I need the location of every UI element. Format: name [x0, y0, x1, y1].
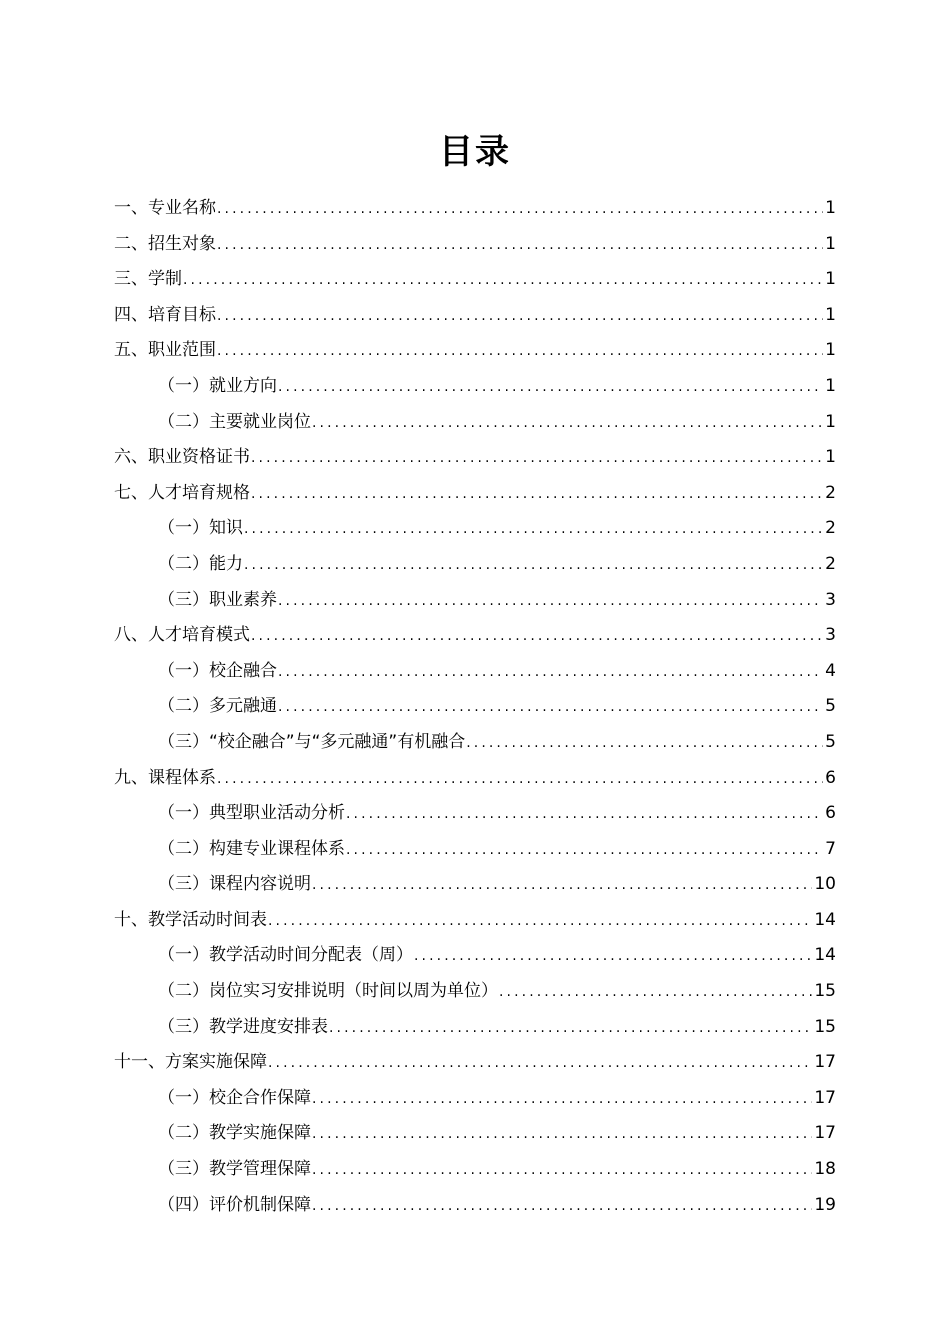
- dot-leader: [244, 512, 823, 548]
- toc-entry-label: 十一、方案实施保障: [114, 1052, 267, 1073]
- toc-entry[interactable]: [114, 938, 836, 974]
- toc-entry-label: 一、专业名称: [114, 198, 216, 218]
- toc-entry-page-number: 17: [814, 1052, 836, 1073]
- dot-leader: [268, 1046, 812, 1082]
- toc-entry-page-number: 17: [814, 1123, 836, 1144]
- toc-entry[interactable]: [114, 476, 836, 512]
- toc-entry[interactable]: [114, 654, 836, 690]
- toc-entry[interactable]: [114, 796, 836, 832]
- toc-entry-label: （一）就业方向: [158, 375, 277, 396]
- toc-entry-label: （三）教学管理保障: [158, 1159, 311, 1180]
- toc-entry[interactable]: [114, 974, 836, 1010]
- toc-entry[interactable]: [114, 262, 836, 298]
- toc-entry-page-number: 1: [825, 198, 836, 218]
- toc-entry-page-number: 2: [825, 482, 836, 503]
- toc-entry-page-number: 14: [814, 909, 836, 930]
- dot-leader: [466, 726, 823, 762]
- toc-entry-page-number: 1: [825, 269, 836, 290]
- dot-leader: [278, 370, 823, 406]
- toc-entry-label: 八、人才培育模式: [114, 625, 250, 646]
- toc-entry-page-number: 4: [825, 660, 836, 681]
- toc-entry-page-number: 6: [825, 803, 836, 824]
- toc-entry[interactable]: [114, 369, 836, 405]
- toc-entry[interactable]: [114, 405, 836, 441]
- toc-entry-page-number: 19: [814, 1194, 836, 1215]
- toc-entry-label: （二）能力: [158, 553, 243, 574]
- toc-entry-page-number: 1: [825, 233, 836, 254]
- toc-entry-page-number: 5: [825, 731, 836, 752]
- toc-title: 目录: [439, 132, 511, 172]
- toc-entry-label: （三）职业素养: [158, 589, 277, 610]
- toc-entry-page-number: 3: [825, 625, 836, 646]
- toc-entry-page-number: 18: [814, 1159, 836, 1180]
- toc-entry[interactable]: [114, 903, 836, 939]
- toc-entry-label: （二）岗位实习安排说明（时间以周为单位）: [158, 981, 498, 1002]
- dot-leader: [217, 192, 823, 228]
- dot-leader: [312, 868, 812, 904]
- toc-entry-label: （三）“校企融合”与“多元融通”有机融合: [158, 731, 466, 752]
- dot-leader: [312, 1082, 812, 1118]
- toc-entry-label: （一）知识: [158, 518, 243, 539]
- toc-entry-label: （三）课程内容说明: [158, 874, 311, 895]
- toc-entry-page-number: 14: [814, 945, 836, 966]
- toc-entry-label: 二、招生对象: [114, 233, 216, 254]
- dot-leader: [312, 1153, 812, 1189]
- toc-entry[interactable]: [114, 1081, 836, 1117]
- toc-entry-page-number: 1: [825, 304, 836, 325]
- toc-entry-label: （一）教学活动时间分配表（周）: [158, 945, 413, 966]
- dot-leader: [217, 299, 823, 335]
- dot-leader: [268, 904, 812, 940]
- toc-entry-page-number: 6: [825, 767, 836, 788]
- dot-leader: [329, 1011, 812, 1047]
- toc-entry-label: 三、学制: [114, 269, 182, 290]
- toc-entry[interactable]: [114, 191, 836, 227]
- toc-entry-page-number: 15: [814, 981, 836, 1002]
- toc-entry-label: （二）教学实施保障: [158, 1123, 311, 1144]
- toc-entry-label: 四、培育目标: [114, 304, 216, 325]
- dot-leader: [251, 441, 823, 477]
- toc-entry[interactable]: [114, 227, 836, 263]
- toc-entry[interactable]: [114, 1116, 836, 1152]
- dot-leader: [251, 619, 823, 655]
- toc-entry[interactable]: [114, 1152, 836, 1188]
- toc-entry-label: （一）典型职业活动分析: [158, 803, 345, 824]
- toc-entry[interactable]: [114, 298, 836, 334]
- toc-entry-page-number: 15: [814, 1016, 836, 1037]
- toc-entry[interactable]: [114, 725, 836, 761]
- dot-leader: [278, 584, 823, 620]
- toc-entry-label: （一）校企合作保障: [158, 1087, 311, 1108]
- toc-entry[interactable]: [114, 867, 836, 903]
- toc-entry[interactable]: [114, 583, 836, 619]
- toc-entry[interactable]: [114, 547, 836, 583]
- dot-leader: [278, 655, 823, 691]
- toc-list: [114, 191, 836, 1223]
- toc-entry-page-number: 1: [825, 375, 836, 396]
- dot-leader: [251, 477, 823, 513]
- dot-leader: [312, 1117, 812, 1153]
- toc-entry[interactable]: [114, 511, 836, 547]
- dot-leader: [414, 939, 812, 975]
- toc-entry-label: 五、职业范围: [114, 340, 216, 361]
- dot-leader: [183, 263, 823, 299]
- dot-leader: [217, 762, 823, 798]
- toc-entry-page-number: 7: [825, 838, 836, 859]
- dot-leader: [346, 833, 823, 869]
- toc-entry-label: （一）校企融合: [158, 660, 277, 681]
- toc-entry[interactable]: [114, 1045, 836, 1081]
- toc-entry-label: 七、人才培育规格: [114, 482, 250, 503]
- dot-leader: [278, 690, 823, 726]
- toc-entry-label: 六、职业资格证书: [114, 447, 250, 468]
- toc-entry-label: 十、教学活动时间表: [114, 909, 267, 930]
- toc-entry-page-number: 2: [825, 518, 836, 539]
- toc-entry-label: （二）构建专业课程体系: [158, 838, 345, 859]
- toc-entry[interactable]: [114, 1010, 836, 1046]
- toc-entry-page-number: 5: [825, 696, 836, 717]
- toc-entry-label: （三）教学进度安排表: [158, 1016, 328, 1037]
- toc-entry-label: （二）多元融通: [158, 696, 277, 717]
- dot-leader: [499, 975, 812, 1011]
- toc-entry-page-number: 3: [825, 589, 836, 610]
- dot-leader: [346, 797, 823, 833]
- toc-entry-label: （四）评价机制保障: [158, 1194, 311, 1215]
- toc-entry-page-number: 17: [814, 1087, 836, 1108]
- dot-leader: [312, 1189, 812, 1225]
- toc-entry-page-number: 1: [825, 447, 836, 468]
- dot-leader: [217, 228, 823, 264]
- toc-entry-page-number: 1: [825, 411, 836, 432]
- toc-entry[interactable]: [114, 618, 836, 654]
- toc-entry[interactable]: [114, 689, 836, 725]
- toc-entry[interactable]: [114, 440, 836, 476]
- toc-entry[interactable]: [114, 1188, 836, 1224]
- toc-entry-page-number: 10: [814, 874, 836, 895]
- dot-leader: [312, 406, 823, 442]
- toc-entry-label: 九、课程体系: [114, 767, 216, 788]
- dot-leader: [217, 334, 823, 370]
- toc-entry[interactable]: [114, 333, 836, 369]
- dot-leader: [244, 548, 823, 584]
- toc-entry[interactable]: [114, 761, 836, 797]
- toc-entry-page-number: 1: [825, 340, 836, 361]
- toc-entry[interactable]: [114, 832, 836, 868]
- toc-entry-page-number: 2: [825, 553, 836, 574]
- toc-entry-label: （二）主要就业岗位: [158, 411, 311, 432]
